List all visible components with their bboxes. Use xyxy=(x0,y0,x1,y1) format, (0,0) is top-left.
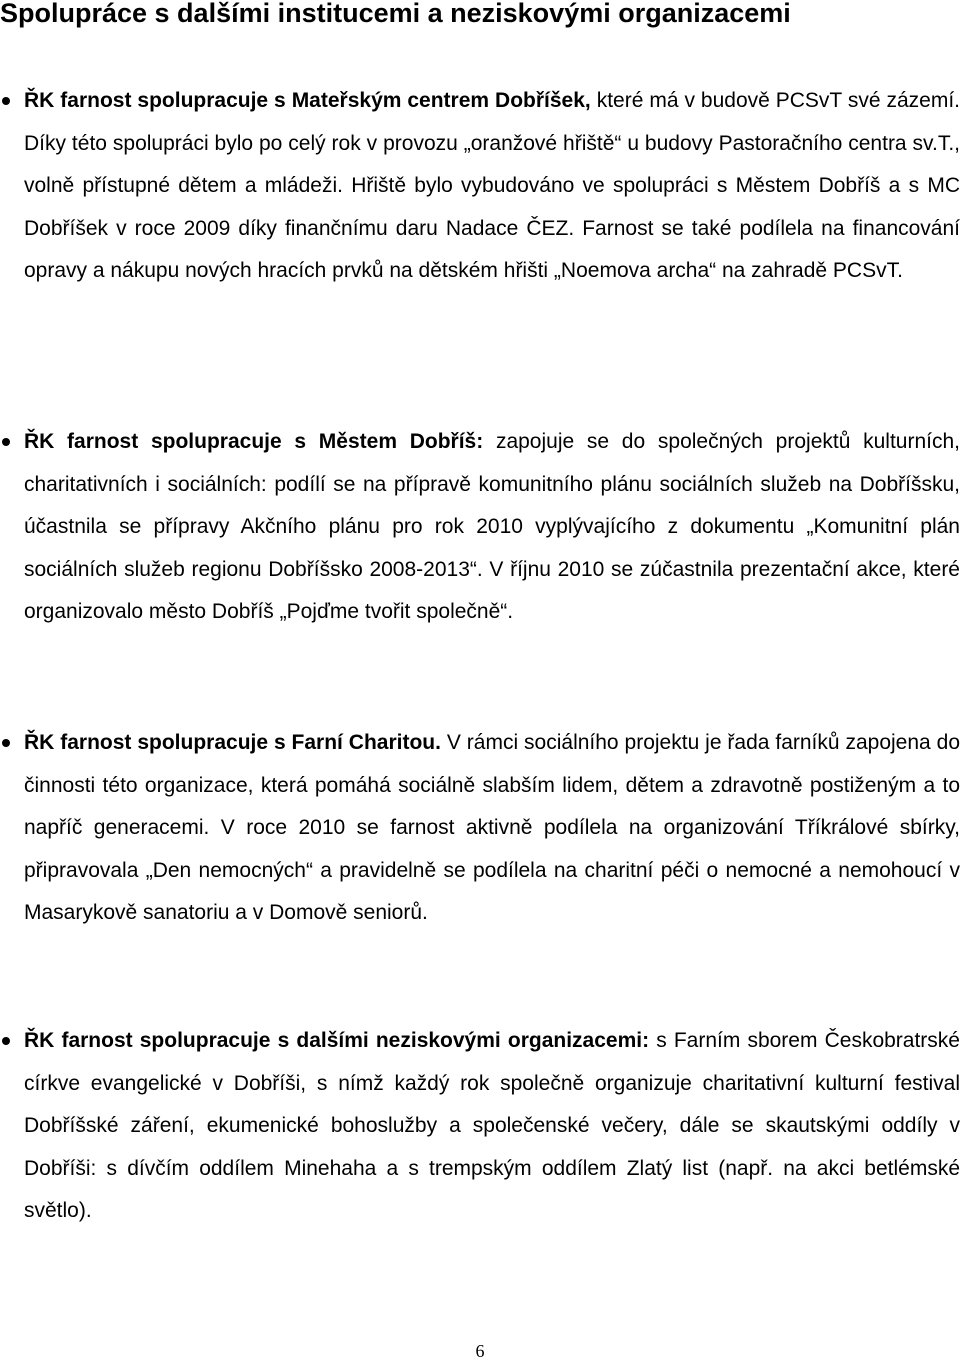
list-item-text: zapojuje se do společných projektů kulturních, charitativních i sociálních: podílí se na přípravě komunitního plánu sociálních služeb na Dobříšsku, účastnila se přípravy Akčního plánu pro rok 2010 vyplývajícího z dokumentu „Komunitní plán sociálních služeb regionu Dobříšsko 2008-2013“. V říjnu 2010 se zúčastnila prezentační akce, které organizovalo město Dobříš „Pojďme tvořit společně“. xyxy=(24,430,960,623)
list-item-lead: ŘK farnost spolupracuje s dalšími neziskovými organizacemi: xyxy=(24,1029,650,1052)
list-item-text: které má v budově PCSvT své zázemí. Díky této spolupráci bylo po celý rok v provozu „oranžové hřiště“ u budovy Pastoračního centra sv.T., volně přístupné dětem a mládeži. Hřiště bylo vybudováno ve spolupráci s Městem Dobříš a s MC Dobříšek v roce 2009 díky finančnímu daru Nadace ČEZ. Farnost se také podílela na financování opravy a nákupu nových hracích prvků na dětském hřišti „Noemova archa“ na zahradě PCSvT. xyxy=(24,89,960,282)
bullet-icon xyxy=(2,97,10,105)
list-item-lead: ŘK farnost spolupracuje s Městem Dobříš: xyxy=(24,430,484,453)
list-item xyxy=(24,722,960,935)
section-heading: Spolupráce s dalšími institucemi a neziskovými organizacemi xyxy=(0,0,791,28)
list-item xyxy=(24,1020,960,1233)
bullet-icon xyxy=(2,438,10,446)
list-item xyxy=(24,421,960,634)
list-item xyxy=(24,80,960,293)
list-item-lead: ŘK farnost spolupracuje s Mateřským centrem Dobříšek, xyxy=(24,89,591,112)
bullet-icon xyxy=(2,1037,10,1045)
list-item-text: V rámci sociálního projektu je řada farníků zapojena do činnosti této organizace, která pomáhá sociálně slabším lidem, dětem a zdravotně postiženým a to napříč generacemi. V roce 2010 se farnost aktivně podílela na organizování Tříkrálové sbírky, připravovala „Den nemocných“ a pravidelně se podílela na charitní péči o nemocné a nemohoucí v Masarykově sanatoriu a v Domově seniorů. xyxy=(24,731,960,924)
page-number: 6 xyxy=(475,1341,485,1361)
bullet-icon xyxy=(2,739,10,747)
list-item-lead: ŘK farnost spolupracuje s Farní Charitou. xyxy=(24,731,441,754)
list-item-text: s Farním sborem Českobratrské církve evangelické v Dobříši, s nímž každý rok společně organizuje charitativní kulturní festival Dobříšské záření, ekumenické bohoslužby a společenské večery, dále se skautskými oddíly v Dobříši: s dívčím oddílem Minehaha a s trempským oddílem Zlatý list (např. na akci betlémské světlo). xyxy=(24,1029,960,1222)
